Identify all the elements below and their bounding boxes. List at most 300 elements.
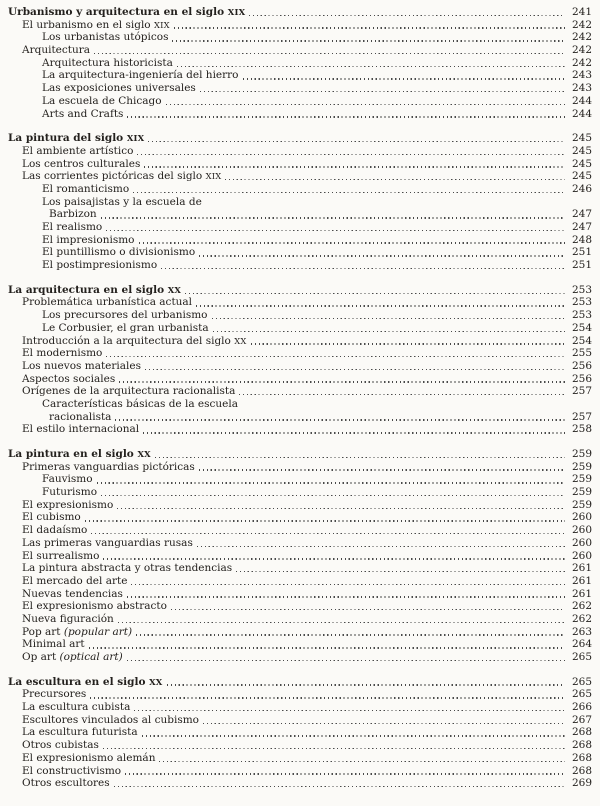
toc-entry-label <box>22 626 132 639</box>
toc-entry-page: 256 <box>571 359 592 372</box>
dot-leader <box>174 27 565 28</box>
toc-entry <box>8 145 592 158</box>
toc-entry-page: 253 <box>571 283 592 296</box>
dot-leader <box>161 268 565 269</box>
toc-entry-label <box>22 638 85 651</box>
toc-entry-text-run: Otros escultores <box>22 777 110 790</box>
toc-entry-text-run: El expresionismo abstracto <box>22 600 167 613</box>
toc-entry-text-run: El estilo internacional <box>22 423 140 436</box>
toc-entry <box>8 208 592 221</box>
toc-entry-label <box>22 145 133 158</box>
toc-entry-text-run: Arts and Crafts <box>42 107 124 120</box>
dot-leader <box>139 242 566 243</box>
toc-section <box>8 6 592 120</box>
toc-entry-text-run: Problemática urbanística actual <box>22 296 193 309</box>
dot-leader <box>97 482 565 483</box>
toc-entry-text-run: Nueva figuración <box>22 612 114 625</box>
toc-entry-label <box>42 183 129 196</box>
toc-entry-label <box>22 537 193 550</box>
toc-entry-text-run: Los paisajistas y la escuela de <box>42 195 202 208</box>
toc-entry-label <box>42 473 93 486</box>
toc-entry-page: 259 <box>571 486 592 499</box>
toc-entry-label <box>42 234 135 247</box>
toc-entry <box>8 676 592 689</box>
toc-entry-label <box>42 309 208 322</box>
toc-entry-page: 242 <box>571 56 592 69</box>
dot-leader <box>114 786 565 787</box>
dot-leader <box>127 596 565 597</box>
toc-entry-label <box>8 284 181 297</box>
toc-entry <box>8 234 592 247</box>
toc-entry-label <box>22 373 115 386</box>
dot-leader <box>225 179 565 180</box>
dot-leader <box>212 318 566 319</box>
toc-entry-page: 245 <box>571 157 592 170</box>
dot-leader <box>136 634 565 635</box>
dot-leader <box>106 356 565 357</box>
toc-entry-page: 259 <box>571 498 592 511</box>
toc-entry-label <box>8 132 144 145</box>
toc-entry <box>8 57 592 70</box>
dot-leader <box>134 710 565 711</box>
toc-entry-text-run: El expresionismo alemán <box>22 751 156 764</box>
toc-entry-label <box>42 82 196 95</box>
toc-entry <box>8 511 592 524</box>
dot-leader <box>197 546 565 547</box>
toc-entry <box>8 562 592 575</box>
toc-entry-page: 269 <box>571 777 592 790</box>
dot-leader <box>90 697 565 698</box>
toc-entry-label <box>22 296 192 309</box>
toc-entry-label <box>22 600 167 613</box>
toc-entry-text-run: El impresionismo <box>42 233 135 246</box>
toc-entry-page: 242 <box>571 31 592 44</box>
toc-entry-label <box>22 44 90 57</box>
toc-entry <box>8 398 592 411</box>
toc-entry <box>8 360 592 373</box>
toc-entry-text-run: La escultura en el siglo <box>8 675 150 688</box>
toc-entry-page: 257 <box>571 410 592 423</box>
toc-entry-page: 245 <box>571 170 592 183</box>
toc-entry <box>8 335 592 348</box>
toc-entry <box>8 221 592 234</box>
toc-entry-page: 265 <box>571 688 592 701</box>
toc-entry-text-run: Arquitectura <box>22 44 91 57</box>
toc-entry-label <box>42 246 195 259</box>
dot-leader <box>167 684 565 685</box>
toc-entry <box>8 309 592 322</box>
toc-entry-label <box>42 322 209 335</box>
toc-entry-text-run: racionalista <box>49 410 112 423</box>
dot-leader <box>133 192 565 193</box>
toc-entry-text-run: Los centros culturales <box>22 157 141 170</box>
toc-entry-text-run: La pintura abstracta y otras tendencias <box>22 562 233 575</box>
toc-entry-text-run: La escultura futurista <box>22 726 138 739</box>
toc-entry-label <box>22 158 140 171</box>
toc-entry <box>8 461 592 474</box>
toc-entry-text-run: Futurismo <box>42 486 98 499</box>
toc-entry-text-run: (optical art) <box>59 651 123 663</box>
toc-entry-label <box>22 777 110 790</box>
toc-entry-page: 262 <box>571 600 592 613</box>
toc-entry-label <box>22 499 113 512</box>
toc-entry <box>8 196 592 209</box>
toc-entry-label <box>22 714 199 727</box>
toc-entry-label <box>42 196 202 209</box>
dot-leader <box>213 331 565 332</box>
toc-entry-label <box>49 411 111 424</box>
toc-entry <box>8 183 592 196</box>
toc-entry-page: 253 <box>571 309 592 322</box>
toc-entry-text-run: Le Corbusier, el gran urbanista <box>42 321 209 334</box>
dot-leader <box>159 761 565 762</box>
toc-entry <box>8 44 592 57</box>
toc-entry <box>8 524 592 537</box>
toc-entry-page: 268 <box>571 751 592 764</box>
toc-entry <box>8 752 592 765</box>
toc-entry <box>8 499 592 512</box>
toc-entry-text-run: Fauvismo <box>42 473 93 486</box>
toc-entry-page: 267 <box>571 713 592 726</box>
toc-entry-text-run: Las corrientes pictóricas del siglo <box>22 170 206 183</box>
toc-entry-text-run: Características básicas de la escuela <box>42 397 238 410</box>
toc-entry-label <box>22 524 87 537</box>
dot-leader <box>101 217 565 218</box>
toc-entry-text-run: XX <box>137 449 151 459</box>
toc-entry-page: 261 <box>571 574 592 587</box>
toc-entry-label <box>42 486 97 499</box>
toc-entry <box>8 82 592 95</box>
toc-entry <box>8 322 592 335</box>
toc-entry-text-run: El postimpresionismo <box>42 259 158 272</box>
toc-entry <box>8 170 592 183</box>
toc-entry-page: 260 <box>571 524 592 537</box>
toc-entry-label <box>22 765 121 778</box>
dot-leader <box>117 508 565 509</box>
toc-entry <box>8 473 592 486</box>
dot-leader <box>200 91 565 92</box>
toc-entry-text-run: El expresionismo <box>22 498 114 511</box>
toc-entry-text-run: La arquitectura-ingeniería del hierro <box>42 69 239 82</box>
toc-entry-label <box>42 108 123 121</box>
toc-entry-page: 246 <box>571 182 592 195</box>
toc-entry-label <box>22 726 138 739</box>
dot-leader <box>94 53 565 54</box>
toc-entry-label <box>8 676 163 689</box>
toc-entry <box>8 575 592 588</box>
toc-entry-page: 256 <box>571 372 592 385</box>
toc-entry-text-run: Otros cubistas <box>22 739 99 752</box>
toc-entry-label <box>42 69 239 82</box>
toc-entry-text-run: El urbanismo en el siglo <box>22 18 154 31</box>
toc-entry-text-run: El ambiente artístico <box>22 144 134 157</box>
toc-entry-label <box>42 259 157 272</box>
toc-entry-page: 251 <box>571 259 592 272</box>
toc-entry <box>8 284 592 297</box>
toc-entry-label <box>42 95 162 108</box>
toc-entry-page: 242 <box>571 44 592 57</box>
toc-entry-page: 242 <box>571 18 592 31</box>
toc-entry-text-run: Las primeras vanguardias rusas <box>22 536 193 549</box>
toc-entry-text-run: XX <box>149 676 163 687</box>
toc-entry-text-run: Nuevas tendencias <box>22 587 123 600</box>
toc-entry-text-run: La arquitectura en el siglo <box>8 283 168 296</box>
toc-entry-text-run: Los urbanistas utópicos <box>42 31 169 44</box>
toc-entry <box>8 423 592 436</box>
dot-leader <box>239 394 565 395</box>
dot-leader <box>148 141 565 142</box>
toc-entry-label <box>22 588 123 601</box>
toc-entry <box>8 714 592 727</box>
toc-entry <box>8 651 592 664</box>
toc-entry-page: 241 <box>571 6 592 18</box>
toc-entry-text-run: XX <box>234 335 247 346</box>
toc-entry-page: 251 <box>571 246 592 259</box>
toc-entry-label <box>22 752 155 765</box>
dot-leader <box>172 40 565 41</box>
toc-entry <box>8 486 592 499</box>
toc-entry-page: 248 <box>571 233 592 246</box>
toc-entry <box>8 158 592 171</box>
toc-entry-page: 257 <box>571 385 592 398</box>
toc-entry <box>8 108 592 121</box>
dot-leader <box>142 735 565 736</box>
toc-entry-text-run: Escultores vinculados al cubismo <box>22 713 199 726</box>
toc-entry-label <box>49 208 97 221</box>
toc-entry-label <box>42 398 238 411</box>
toc-entry-text-run: Los nuevos materiales <box>22 359 141 372</box>
dot-leader <box>131 584 565 585</box>
toc-entry-label <box>22 701 130 714</box>
toc-entry-label <box>22 360 141 373</box>
dot-leader <box>143 432 565 433</box>
toc-entry-text-run: (popular art) <box>63 625 133 638</box>
dot-leader <box>103 748 565 749</box>
toc-entry-text-run: XIX <box>227 7 246 17</box>
toc-entry <box>8 701 592 714</box>
toc-entry <box>8 373 592 386</box>
dot-leader <box>103 558 565 559</box>
toc-entry <box>8 550 592 563</box>
toc-section <box>8 448 592 664</box>
dot-leader <box>249 15 565 16</box>
toc-entry-label <box>22 19 170 32</box>
dot-leader <box>145 369 565 370</box>
toc-entry-text-run: Precursores <box>22 688 87 701</box>
toc-entry-page: 254 <box>571 334 592 347</box>
dot-leader <box>127 660 565 661</box>
toc-entry-text-run: Orígenes de la arquitectura racionalista <box>22 385 236 398</box>
toc-entry-page: 253 <box>571 296 592 309</box>
toc-entry <box>8 132 592 145</box>
toc-entry <box>8 726 592 739</box>
toc-entry-label <box>22 562 232 575</box>
toc-entry-text-run: Urbanismo y arquitectura en el siglo <box>8 6 228 18</box>
toc-entry-label <box>22 688 86 701</box>
toc-entry-text-run: Introducción a la arquitectura del siglo <box>22 334 235 347</box>
toc-entry-page: 264 <box>571 638 592 651</box>
toc-entry-page: 265 <box>571 675 592 688</box>
toc-entry <box>8 385 592 398</box>
toc-entry-page: 268 <box>571 739 592 752</box>
dot-leader <box>196 305 565 306</box>
dot-leader <box>166 104 565 105</box>
toc-entry-text-run: El modernismo <box>22 347 103 360</box>
dot-leader <box>199 469 565 470</box>
dot-leader <box>144 166 565 167</box>
toc-entry-page: 245 <box>571 144 592 157</box>
toc <box>8 6 592 790</box>
toc-entry-text-run: Primeras vanguardias pictóricas <box>22 460 195 473</box>
dot-leader <box>91 533 565 534</box>
toc-entry-text-run: La pintura en el siglo <box>8 448 138 460</box>
toc-entry-page: 266 <box>571 701 592 714</box>
toc-entry <box>8 6 592 19</box>
toc-entry <box>8 688 592 701</box>
toc-entry-page: 258 <box>571 423 592 436</box>
toc-entry-page: 259 <box>571 448 592 460</box>
dot-leader <box>106 230 565 231</box>
toc-entry-text-run: El mercado del arte <box>22 574 128 587</box>
toc-entry <box>8 588 592 601</box>
dot-leader <box>251 343 565 344</box>
toc-entry <box>8 95 592 108</box>
toc-entry-label <box>22 335 247 348</box>
toc-entry-label <box>42 57 173 70</box>
toc-entry-text-run: Las exposiciones universales <box>42 82 196 95</box>
toc-entry-page: 247 <box>571 208 592 221</box>
toc-entry-text-run: La escuela de Chicago <box>42 94 162 107</box>
toc-entry <box>8 537 592 550</box>
toc-entry-text-run: Op art <box>22 651 60 663</box>
toc-entry <box>8 600 592 613</box>
toc-entry-label <box>22 170 221 183</box>
dot-leader <box>119 381 565 382</box>
toc-entry <box>8 19 592 32</box>
dot-leader <box>185 293 565 294</box>
dot-leader <box>101 495 565 496</box>
toc-entry <box>8 638 592 651</box>
toc-entry-label <box>22 511 81 524</box>
toc-entry-text-run: Pop art <box>22 625 64 638</box>
toc-entry-label <box>22 613 114 626</box>
toc-entry-page: 260 <box>571 511 592 524</box>
toc-entry-label <box>22 651 123 664</box>
toc-entry-label <box>8 6 245 19</box>
toc-entry-text-run: XX <box>167 284 182 295</box>
toc-entry <box>8 411 592 424</box>
toc-entry-page: 244 <box>571 94 592 107</box>
toc-entry-text-run: El realismo <box>42 221 103 233</box>
toc-entry-page: 255 <box>571 347 592 360</box>
dot-leader <box>171 609 565 610</box>
dot-leader <box>125 773 565 774</box>
toc-entry-text-run: El constructivismo <box>22 764 122 777</box>
toc-entry <box>8 448 592 461</box>
toc-entry <box>8 259 592 272</box>
toc-entry-page: 243 <box>571 82 592 95</box>
toc-entry-page: 243 <box>571 69 592 82</box>
toc-entry <box>8 765 592 778</box>
toc-entry-text-run: Barbizon <box>49 208 97 221</box>
toc-entry <box>8 777 592 790</box>
toc-entry-page: 244 <box>571 107 592 120</box>
toc-entry <box>8 31 592 44</box>
toc-entry-text-run: El dadaísmo <box>22 524 88 537</box>
toc-entry-page: 268 <box>571 764 592 777</box>
toc-entry <box>8 246 592 259</box>
toc-entry-page: 265 <box>571 651 592 663</box>
toc-entry <box>8 739 592 752</box>
dot-leader <box>85 520 565 521</box>
toc-entry-label <box>22 461 195 474</box>
toc-entry-text-run: Aspectos sociales <box>22 372 116 385</box>
toc-entry <box>8 69 592 82</box>
toc-entry <box>8 626 592 639</box>
toc-entry-page: 261 <box>571 562 592 575</box>
dot-leader <box>115 419 565 420</box>
toc-entry-text-run: El romanticismo <box>42 182 130 195</box>
toc-entry-page: 247 <box>571 221 592 233</box>
toc-entry-text-run: Minimal art <box>22 638 85 651</box>
dot-leader <box>137 154 565 155</box>
toc-entry-page: 254 <box>571 321 592 334</box>
toc-entry-page: 261 <box>571 587 592 600</box>
dot-leader <box>243 78 565 79</box>
toc-section <box>8 284 592 436</box>
toc-entry-text-run: El surrealismo <box>22 549 100 562</box>
toc-entry-label <box>22 347 102 360</box>
toc-entry-page: 260 <box>571 549 592 562</box>
dot-leader <box>118 622 565 623</box>
toc-entry-label <box>22 385 235 398</box>
toc-section <box>8 676 592 790</box>
dot-leader <box>236 571 565 572</box>
toc-entry-page: 263 <box>571 625 592 638</box>
dot-leader <box>199 255 565 256</box>
toc-section <box>8 132 592 272</box>
toc-entry-page: 259 <box>571 473 592 486</box>
toc-entry-label <box>8 448 151 461</box>
toc-entry-label <box>22 550 99 563</box>
dot-leader <box>127 116 565 117</box>
dot-leader <box>89 647 565 648</box>
toc-entry-page: 260 <box>571 536 592 549</box>
toc-entry-page: 259 <box>571 460 592 473</box>
toc-entry <box>8 613 592 626</box>
dot-leader <box>155 457 565 458</box>
toc-entry <box>8 296 592 309</box>
toc-entry-label <box>42 221 102 234</box>
dot-leader <box>203 723 565 724</box>
toc-entry-text-run: La escultura cubista <box>22 701 131 714</box>
toc-entry-text-run: El puntillismo o divisionismo <box>42 246 196 259</box>
toc-entry-label <box>22 575 127 588</box>
dot-leader <box>177 66 565 67</box>
toc-entry-label <box>22 739 99 752</box>
toc-entry-label <box>42 31 168 44</box>
toc-entry-page: 268 <box>571 726 592 739</box>
toc-entry-text-run: XIX <box>126 133 145 144</box>
toc-entry-page: 245 <box>571 132 592 145</box>
toc-entry-text-run: Los precursores del urbanismo <box>42 309 208 322</box>
toc-entry-page: 262 <box>571 612 592 625</box>
toc-entry-text-run: El cubismo <box>22 511 81 524</box>
toc-entry-text-run: XIX <box>153 19 170 30</box>
toc-entry-text-run: Arquitectura historicista <box>42 56 173 69</box>
toc-entry-text-run: XIX <box>205 171 222 182</box>
toc-entry-text-run: La pintura del siglo <box>8 132 127 145</box>
